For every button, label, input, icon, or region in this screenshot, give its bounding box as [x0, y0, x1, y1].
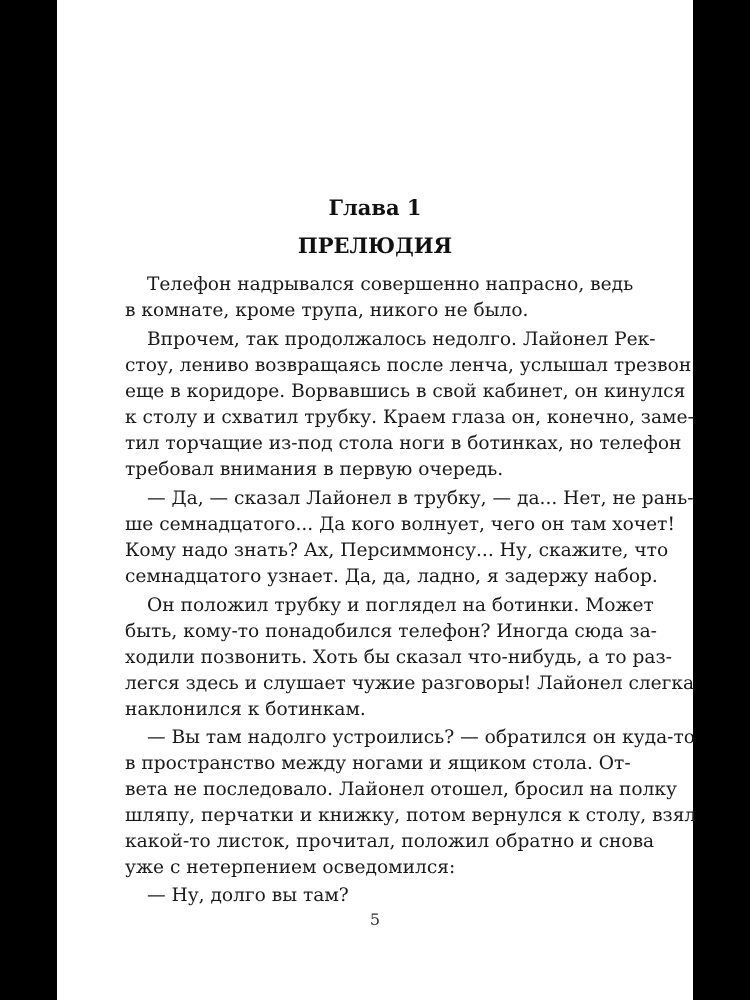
- text-line: ше семнадцатого... Да кого волнует, чего он там хочет!: [125, 514, 675, 535]
- chapter-title: ПРЕЛЮДИЯ: [297, 233, 453, 258]
- page-number: 5: [369, 910, 381, 929]
- text-line: семнадцатого узнает. Да, да, ладно, я задержу набор.: [125, 566, 658, 587]
- text-line: в пространство между ногами и ящиком стола. От-: [125, 753, 631, 774]
- text-line: вета не последовало. Лайонел отошел, бросил на полку: [125, 779, 677, 800]
- text-line: требовал внимания в первую очередь.: [125, 459, 504, 480]
- text-line: наклонился к ботинкам.: [125, 699, 366, 720]
- text-line: еще в коридоре. Ворвавшись в свой кабинет, он кинулся: [125, 381, 686, 402]
- text-line: Впрочем, так продолжалось недолго. Лайонел Рек-: [147, 329, 656, 350]
- text-line: в комнате, кроме трупа, никого не было.: [125, 300, 529, 321]
- text-line: — Вы там надолго устроились? — обратился он куда-то: [147, 727, 695, 748]
- text-line: шляпу, перчатки и книжку, потом вернулся к столу, взял: [125, 805, 697, 826]
- text-line: к столу и схватил трубку. Краем глаза он, конечно, заме-: [125, 407, 694, 428]
- book-page: [57, 0, 697, 1000]
- text-line: Он положил трубку и поглядел на ботинки. Может: [147, 595, 654, 616]
- text-line: стоу, лениво возвращаясь после ленча, услышал трезвон: [125, 355, 692, 376]
- chapter-number: Глава 1: [328, 195, 422, 220]
- text-line: Телефон надрывался совершенно напрасно, ведь: [147, 274, 634, 295]
- text-line: ходили позвонить. Хоть бы сказал что-нибудь, а то раз-: [125, 647, 672, 668]
- text-line: быть, кому-то понадобился телефон? Иногда сюда за-: [125, 621, 657, 642]
- text-line: тил торчащие из-под стола ноги в ботинках, но телефон: [125, 433, 682, 454]
- text-line: Кому надо знать? Ах, Персиммонсу... Ну, скажите, что: [125, 540, 669, 561]
- text-line: какой-то листок, прочитал, положил обратно и снова: [125, 831, 655, 852]
- text-line: — Ну, долго вы там?: [147, 885, 349, 906]
- text-line: легся здесь и слушает чужие разговоры! Лайонел слегка: [125, 673, 695, 694]
- text-line: уже с нетерпением осведомился:: [125, 857, 456, 878]
- text-line: — Да, — сказал Лайонел в трубку, — да... Нет, не рань-: [147, 488, 694, 509]
